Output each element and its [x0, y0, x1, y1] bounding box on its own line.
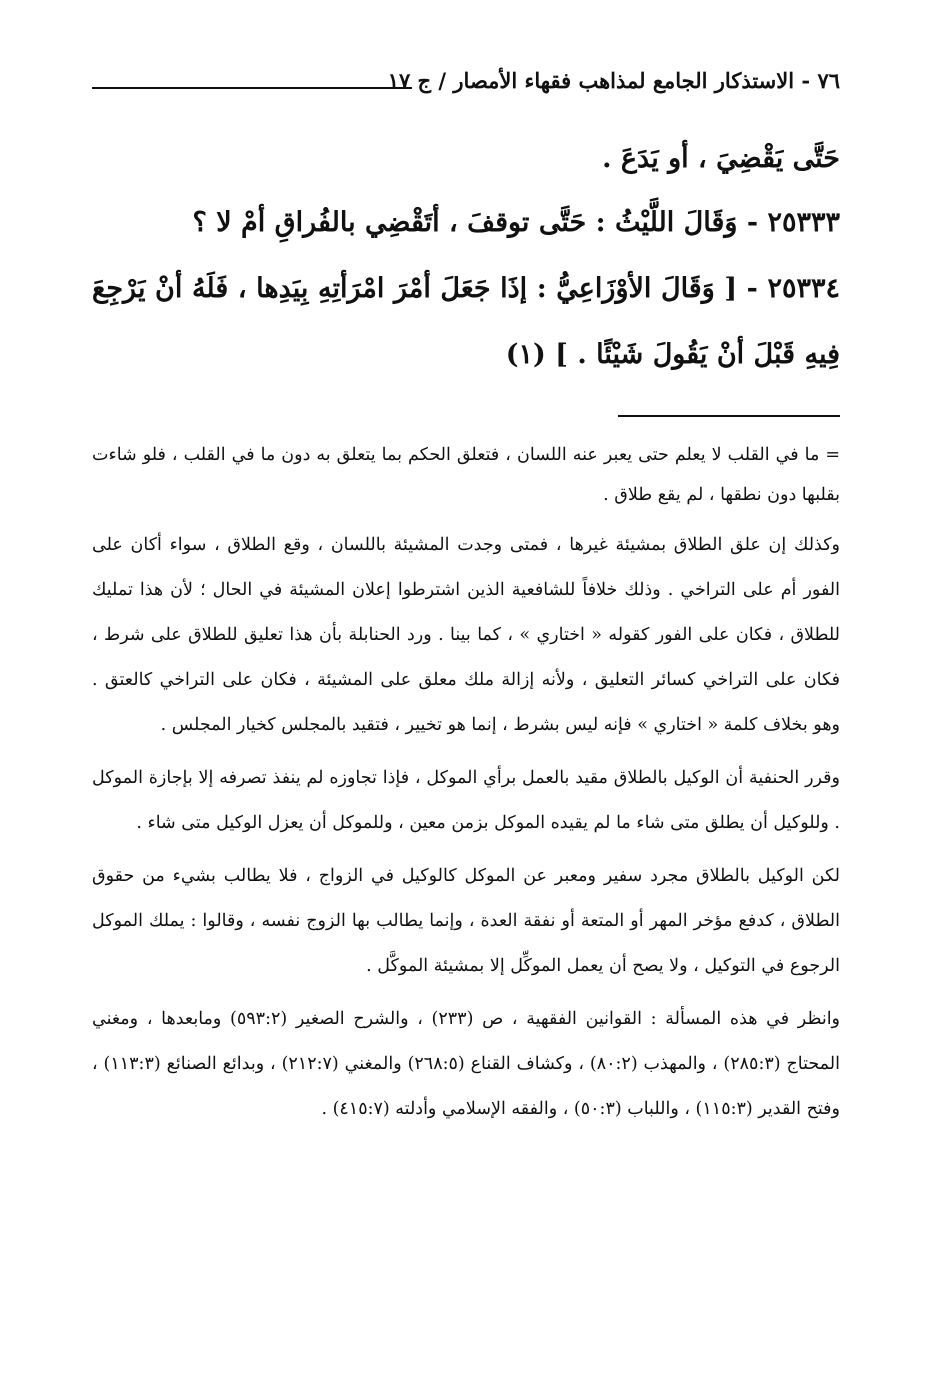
footnote-paragraph: = ما في القلب لا يعلم حتى يعبر عنه اللسان ، فتعلق الحكم بما يتعلق به دون ما في القلب ، فلو شاءت بقلبها دون نطقها ، لم يقع طلاق .	[92, 445, 840, 505]
main-paragraph: ٢٥٣٣٣ - وَقَالَ اللَّيْثُ : حَتَّى توقفَ ، أتَقْضِي بالفُراقِ أمْ لا ؟	[192, 207, 840, 238]
header-rule	[92, 87, 412, 89]
footnote-paragraph: وانظر في هذه المسألة : القوانين الفقهية ، ص (٢٣٣) ، والشرح الصغير (٥٩٣:٢) ومابعدها ، ومغني المحتاج (٢٨٥:٣) ، والمهذب (٨٠:٢) ، وكشاف القناع (٢٦٨:٥) والمغني (٢١٢:٧) ، وبدائع الصنائع (١١٣:٣) ، وفتح القدير (١١٥:٣) ، واللباب (٥٠:٣) ، والفقه الإسلامي وأدلته (٤١٥:٧) .	[92, 1009, 841, 1119]
main-paragraph: حَتَّى يَقْضِيَ ، أو يَدَعَ .	[602, 143, 840, 174]
footnote-paragraph: وكذلك إن علق الطلاق بمشيئة غيرها ، فمتى وجدت المشيئة باللسان ، وقع الطلاق ، سواء أكان على الفور أم على التراخي . وذلك خلافاً للشافعية الذين اشترطوا إعلان المشيئة في الحال ؛ لأن هذا تمليك للطلاق ، فكان على الفور كقوله « اختاري » ، كما بينا . ورد الحنابلة بأن هذا تعليق للطلاق على شرط ، فكان على التراخي كسائر التعليق ، ولأنه إزالة ملك معلق على المشيئة ، فكان على التراخي كالعتق . وهو بخلاف كلمة « اختاري » فإنه ليس بشرط ، إنما هو تخيير ، فتقيد بالمجلس كخيار المجلس .	[92, 535, 840, 735]
running-header	[92, 68, 840, 104]
main-paragraph: ٢٥٣٣٤ - [ وَقَالَ الأوْزَاعِيُّ : إذَا جَعَلَ أمْرَ امْرَأتِهِ بِيَدِها ، فَلَهُ أنْ يَرْجِعَ فِيهِ قَبْلَ أنْ يَقُولَ شَيْئًا . ] (١)	[92, 273, 840, 370]
footnote-separator	[618, 415, 840, 417]
footnote-paragraph: وقرر الحنفية أن الوكيل بالطلاق مقيد بالعمل برأي الموكل ، فإذا تجاوزه لم ينفذ تصرفه إلا بإجازة الموكل . وللوكيل أن يطلق متى شاء ما لم يقيده الموكل بزمن معين ، وللموكل أن يعزل الوكيل متى شاء .	[92, 768, 840, 833]
footnote-paragraph: لكن الوكيل بالطلاق مجرد سفير ومعبر عن الموكل كالوكيل في الزواج ، فلا يطالب بشيء من حقوق الطلاق ، كدفع مؤخر المهر أو المتعة أو نفقة العدة ، وإنما يطالب بها الزوج نفسه ، وقالوا : يملك الموكل الرجوع في التوكيل ، ولا يصح أن يعمل الموكِّل إلا بمشيئة الموكَّل .	[92, 866, 840, 976]
header-title: ٧٦ - الاستذكار الجامع لمذاهب فقهاء الأمصار / ج ١٧	[387, 68, 840, 93]
footnotes	[92, 435, 840, 1140]
main-text	[92, 128, 840, 388]
